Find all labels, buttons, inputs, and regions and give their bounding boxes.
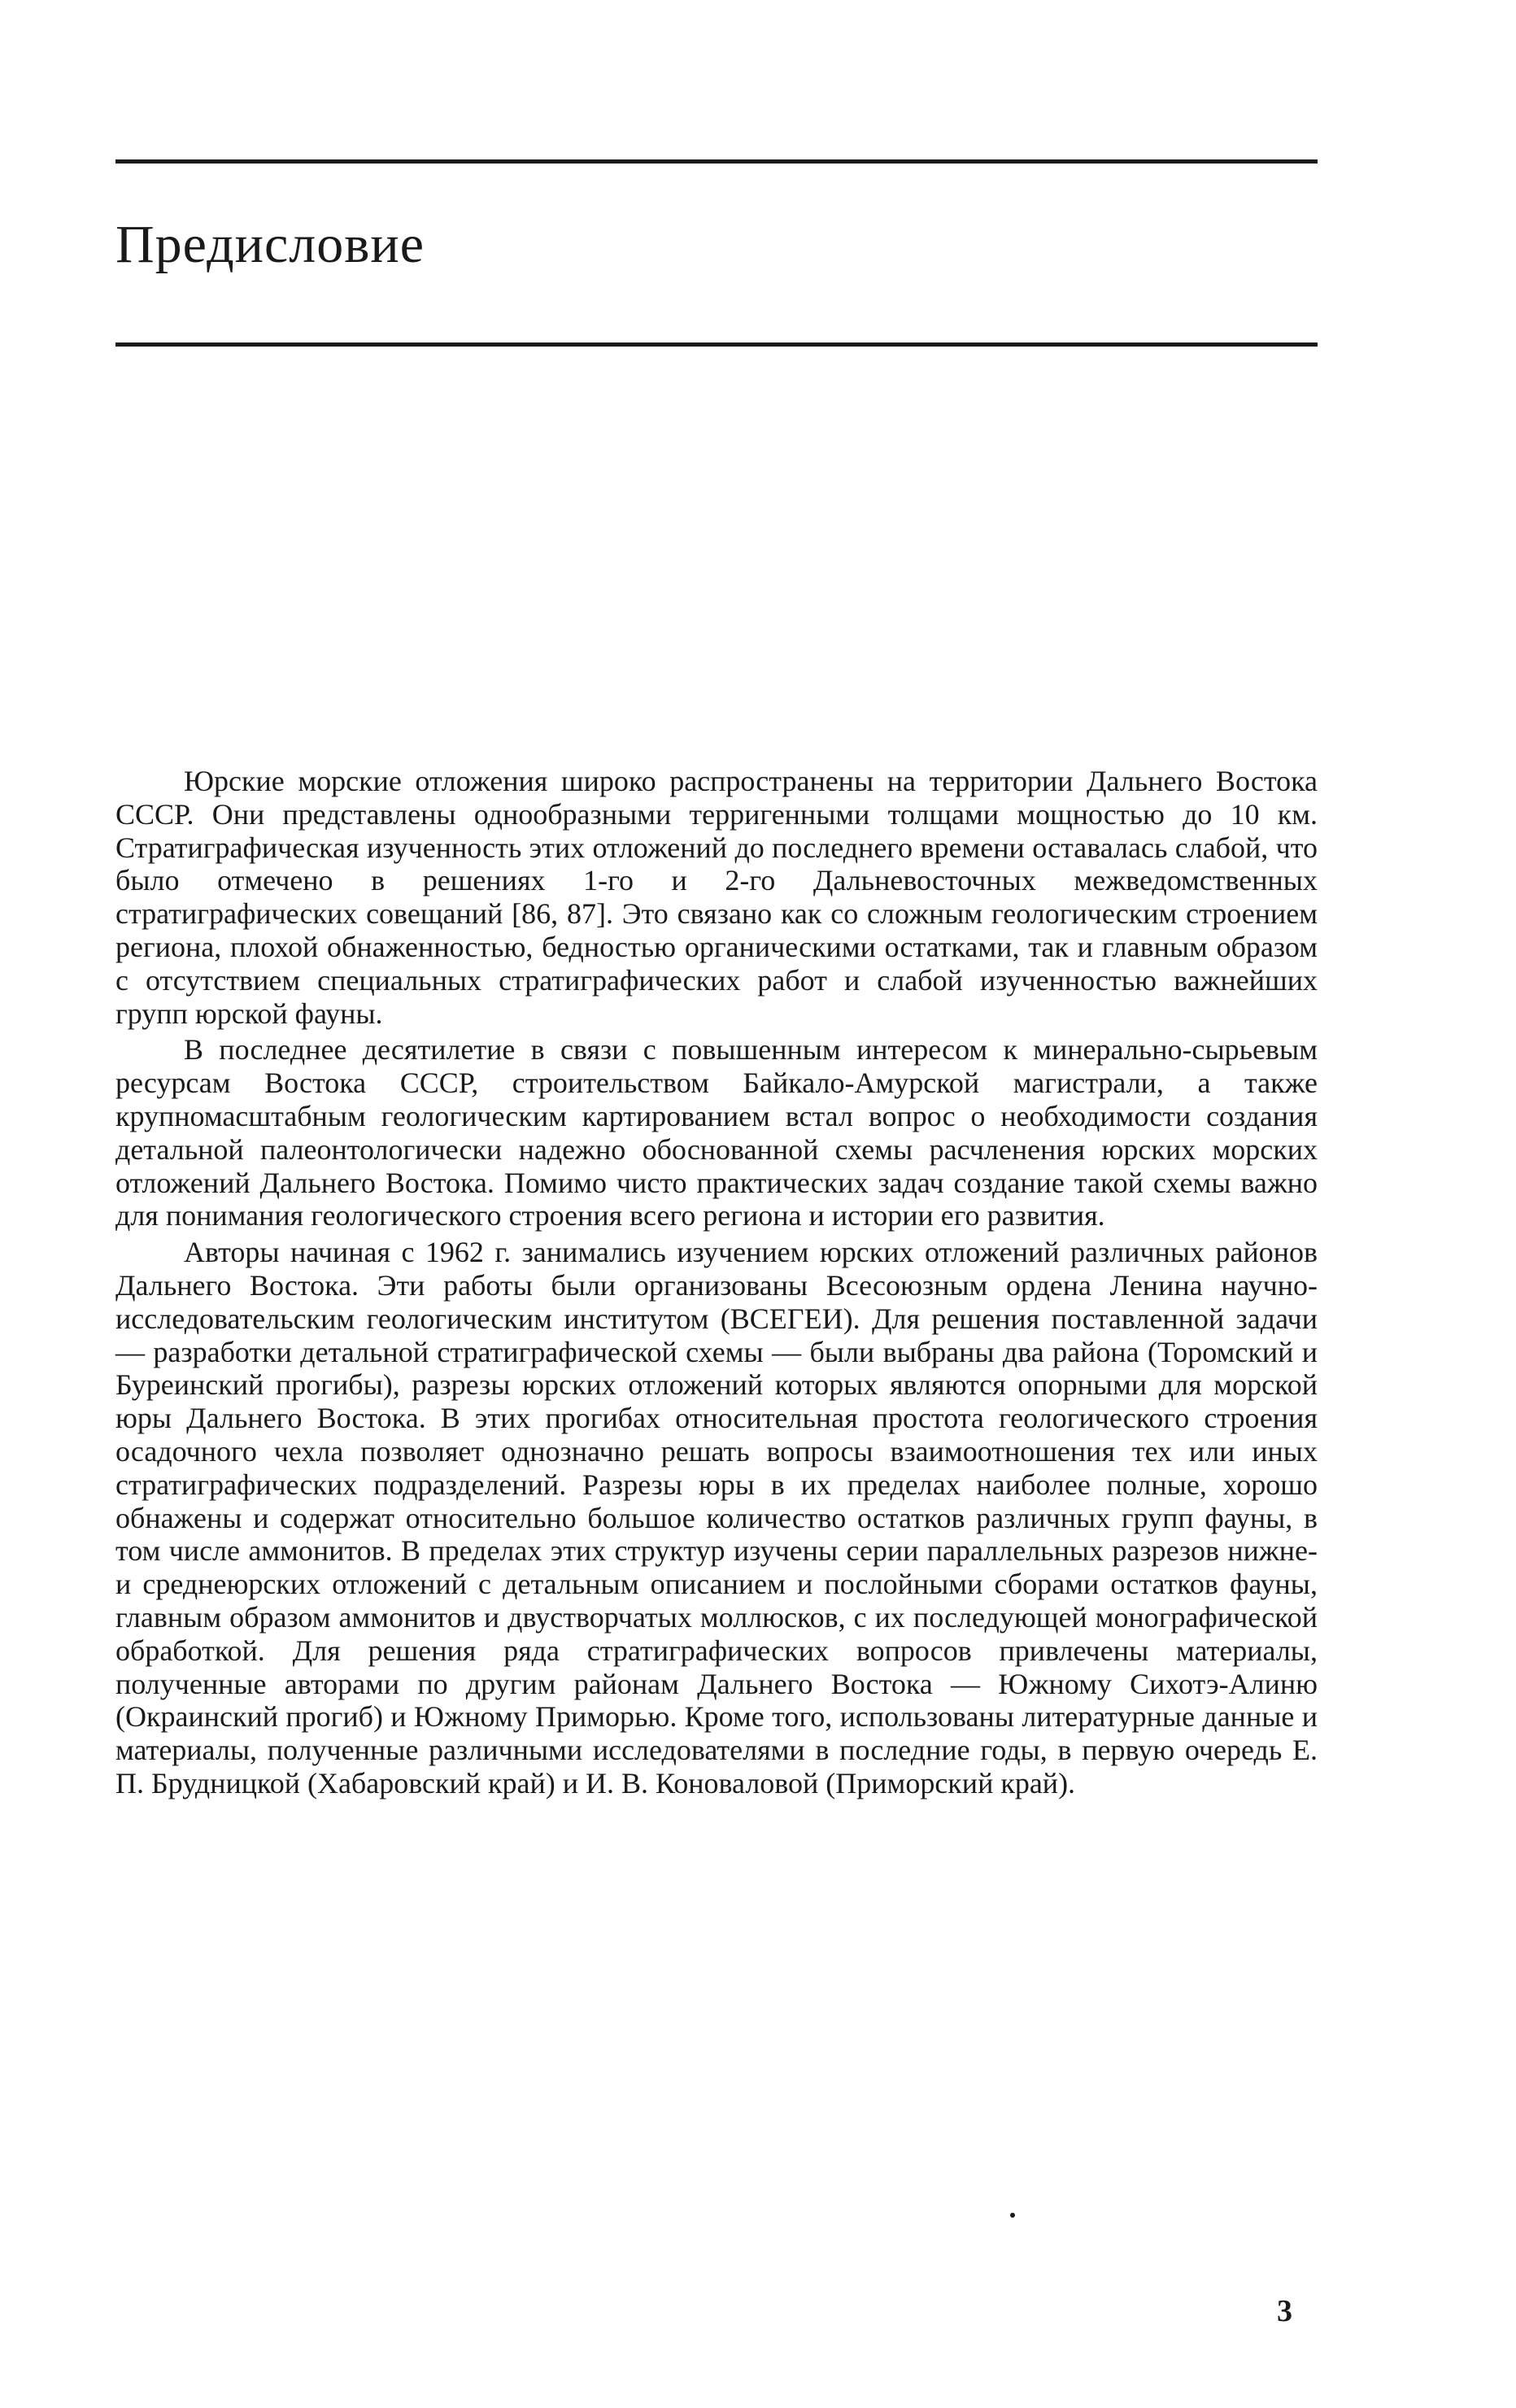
chapter-title: Предисловие [115, 215, 425, 274]
body-text [115, 765, 1318, 1804]
print-speck [1010, 2213, 1015, 2218]
paragraph-2: В последнее десятилетие в связи с повышенным интересом к минерально-сырьевым ресурсам Востока СССР, строительством Байкало-Амурской магистрали, а также крупномасштабным геологическим картированием встал вопрос о необходимости создания детальной палеонтологически надежно обоснованной схемы расчленения юрских морских отложений Дальнего Востока. Помимо чисто практических задач создание такой схемы важно для понимания геологического строения всего региона и истории его развития. [115, 1033, 1318, 1232]
paragraph-3: Авторы начиная с 1962 г. занимались изучением юрских отложений различных районов Дальнего Востока. Эти работы были организованы Всесоюзным ордена Ленина научно-исследовательским геологическим институтом (ВСЕГЕИ). Для решения поставленной задачи — разработки детальной стратиграфической схемы — были выбраны два района (Торомский и Буреинский прогибы), разрезы юрских отложений которых являются опорными для морской юры Дальнего Востока. В этих прогибах относительная простота геологического строения осадочного чехла позволяет однозначно решать вопросы взаимоотношения тех или иных стратиграфических подразделений. Разрезы юры в их пределах наиболее полные, хорошо обнажены и содержат относительно большое количество остатков различных групп фауны, в том числе аммонитов. В пределах этих структур изучены серии параллельных разрезов нижне- и среднеюрских отложений с детальным описанием и послойными сборами остатков фауны, главным образом аммонитов и двустворчатых моллюсков, с их последующей монографической обработкой. Для решения ряда стратиграфических вопросов привлечены материалы, полученные авторами по другим районам Дальнего Востока — Южному Сихотэ-Алиню (Окраинский прогиб) и Южному Приморью. Кроме того, использованы литературные данные и материалы, полученные различными исследователями в последние годы, в первую очередь Е. П. Брудницкой (Хабаровский край) и И. В. Коноваловой (Приморский край). [115, 1236, 1318, 1799]
page-number: 3 [1277, 2294, 1292, 2328]
top-rule [115, 159, 1318, 164]
paragraph-1: Юрские морские отложения широко распространены на территории Дальнего Востока СССР. Они представлены однообразными терригенными толщами мощностью до 10 км. Стратиграфическая изученность этих отложений до последнего времени оставалась слабой, что было отмечено в решениях 1-го и 2-го Дальневосточных межведомственных стратиграфических совещаний [86, 87]. Это связано как со сложным геологическим строением региона, плохой обнаженностью, бедностью органическими остатками, так и главным образом с отсутствием специальных стратиграфических работ и слабой изученностью важнейших групп юрской фауны. [115, 765, 1318, 1030]
bottom-rule [115, 342, 1318, 347]
